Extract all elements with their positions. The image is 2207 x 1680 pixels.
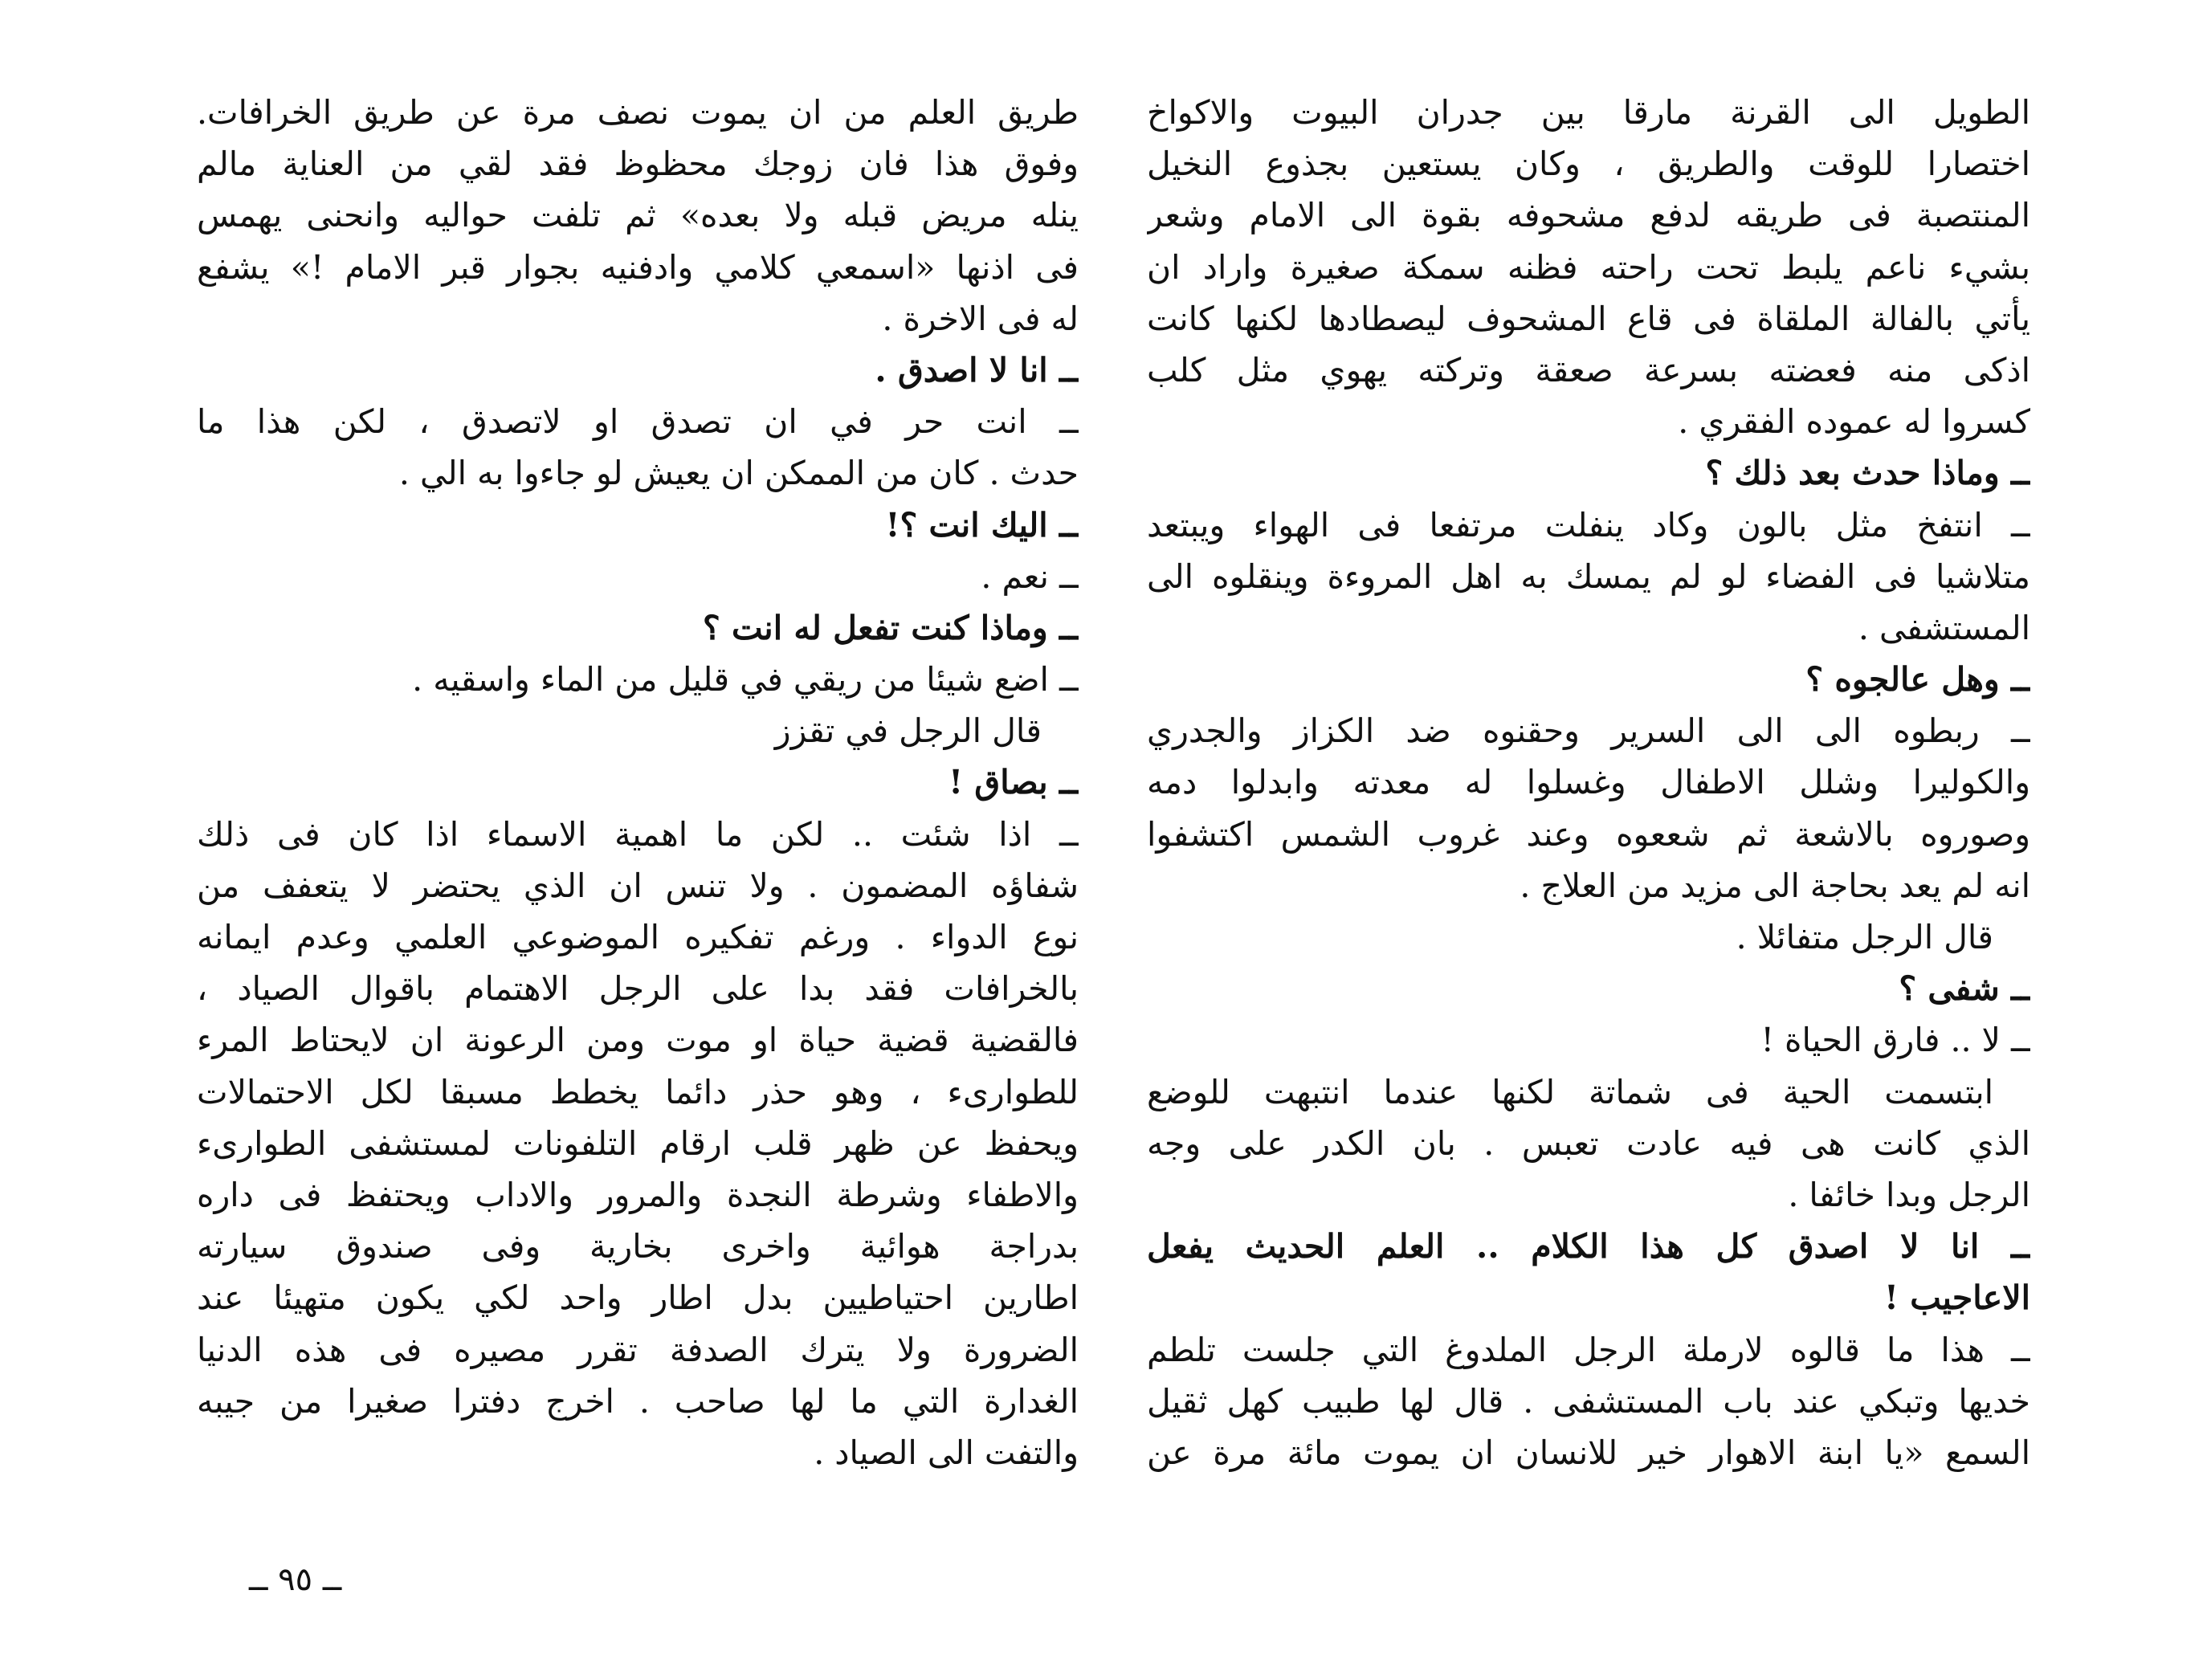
text-line: ــ اليك انت ؟!	[885, 505, 1079, 544]
text-line: ــ هذا ما قالوه لارملة الرجل الملدوغ التي جلست تلطم	[1147, 1330, 2030, 1369]
text-line: ــ شفى ؟	[1899, 969, 2030, 1009]
text-line: الرجل وبدا خائفا .	[1788, 1175, 2030, 1214]
text-line: ــ انت حر في ان تصدق او لاتصدق ، لكن هذا ما	[197, 402, 1079, 442]
text-line: ــ انتفخ مثل بالون وكاد ينفلت مرتفعا فى الهواء ويبتعد	[1147, 505, 2030, 544]
text-line: فى اذنها «اسمعي كلامي وادفنيه بجوار قبر الامام !» يشفع	[197, 247, 1079, 287]
text-line: الطويل الى القرنة مارقا بين جدران البيوت والاكواخ	[1147, 93, 2030, 132]
text-line: للطوارىء ، وهو حذر دائما يخطط مسبقا لكل الاحتمالات	[197, 1072, 1079, 1111]
text-line: بدراجة هوائية واخرى بخارية وفى صندوق سيارته	[197, 1227, 1079, 1266]
page-number: ــ ٩٥ ــ	[249, 1561, 342, 1598]
text-line: بشيء ناعم يلبط تحت راحته فظنه سمكة صغيرة واراد ان	[1147, 247, 2030, 287]
text-line: ــ وماذا حدث بعد ذلك ؟	[1705, 454, 2030, 493]
text-line: كسروا له عموده الفقري .	[1678, 402, 2030, 442]
text-line: طريق العلم من ان يموت نصف مرة عن طريق الخرافات.	[197, 93, 1079, 132]
text-line: ــ اضع شيئا من ريقي في قليل من الماء واسقيه .	[412, 660, 1079, 699]
text-line: والتفت الى الصياد .	[814, 1433, 1079, 1472]
text-line: نوع الدواء . ورغم تفكيره الموضوعي العلمي وعدم ايمانه	[197, 918, 1079, 956]
text-line: بالخرافات فقد بدا على الرجل الاهتمام باقوال الصياد ،	[197, 969, 1079, 1009]
text-line: قال الرجل متفائلا .	[1736, 918, 1993, 956]
text-line: ــ وماذا كنت تفعل له انت ؟	[703, 608, 1079, 647]
text-line: ــ نعم .	[981, 557, 1079, 596]
text-line: اختصارا للوقت والطريق ، وكان يستعين بجذوع النخيل	[1147, 145, 2030, 184]
text-line: له فى الاخرة .	[882, 299, 1079, 338]
text-line: وفوق هذا فان زوجك محظوظ فقد لقي من العناية مالم	[197, 145, 1079, 184]
text-column-right	[1147, 87, 2030, 1478]
text-line: متلاشيا فى الفضاء لو لم يمسك به اهل المروءة وينقلوه الى	[1147, 557, 2030, 596]
text-line: ــ لا .. فارق الحياة !	[1760, 1021, 2030, 1060]
text-line: ــ ربطوه الى الى السرير وحقنوه ضد الكزاز والجدري	[1147, 712, 2030, 751]
text-line: اذكى منه فعضته بسرعة صعقة وتركته يهوي مثل كلب	[1147, 350, 2030, 389]
text-line: ــ وهل عالجوه ؟	[1805, 660, 2030, 699]
text-line: الغدارة التي ما لها صاحب . اخرج دفترا صغيرا من جيبه	[197, 1381, 1079, 1421]
text-line: ويحفظ عن ظهر قلب ارقام التلفونات لمستشفى الطوارىء	[197, 1123, 1079, 1163]
text-line: فالقضية قضية حياة او موت ومن الرعونة ان لايحتاط المرء	[197, 1021, 1079, 1060]
text-line: المستشفى .	[1858, 608, 2030, 647]
text-line: السمع «يا ابنة الاهوار خير للانسان ان يموت مائة مرة عن	[1147, 1433, 2030, 1472]
text-line: الاعاجيب !	[1884, 1278, 2030, 1318]
text-line: ابتسمت الحية فى شماتة لكنها عندما انتبهت للوضع	[1147, 1072, 1993, 1111]
text-line: اطارين احتياطيين بدل اطار واحد لكي يكون متهيئا عند	[197, 1278, 1079, 1318]
text-line: ينله مريض قبله ولا بعده» ثم تلفت حواليه وانحنى يهمس	[197, 196, 1079, 235]
text-line: الذي كانت هى فيه عادت تعبس . بان الكدر على وجه	[1147, 1123, 2030, 1163]
text-line: خديها وتبكي عند باب المستشفى . قال لها طبيب كهل ثقيل	[1147, 1381, 2030, 1421]
text-line: الضرورة ولا يترك الصدفة تقرر مصيره فى هذه الدنيا	[197, 1330, 1079, 1369]
text-line: يأتي بالفالة الملقاة فى قاع المشحوف ليصطادها لكنها كانت	[1147, 299, 2030, 338]
text-line: ــ انا لا اصدق .	[875, 350, 1079, 389]
text-column-left	[197, 87, 1079, 1478]
text-line: قال الرجل في تقزز	[774, 712, 1042, 751]
text-line: والاطفاء وشرطة النجدة والمرور والاداب ويحتفظ فى داره	[197, 1175, 1079, 1214]
text-line: ــ بصاق !	[948, 763, 1079, 802]
text-line: ــ انا لا اصدق كل هذا الكلام .. العلم الحديث يفعل	[1147, 1227, 2030, 1266]
text-line: شفاؤه المضمون . ولا تنس ان الذي يحتضر لا يتعفف من	[197, 866, 1079, 905]
text-line: وصوروه بالاشعة ثم شععوه وعند غروب الشمس اكتشفوا	[1147, 814, 2030, 854]
text-line: المنتصبة فى طريقه لدفع مشحوفه بقوة الى الامام وشعر	[1147, 196, 2030, 235]
text-line: والكوليرا وشلل الاطفال وغسلوا له معدته وابدلوا دمه	[1147, 763, 2030, 802]
text-line: ــ اذا شئت .. لكن ما اهمية الاسماء اذا كان فى ذلك	[197, 814, 1079, 854]
text-line: حدث . كان من الممكن ان يعيش لو جاءوا به الي .	[398, 454, 1079, 493]
text-line: انه لم يعد بحاجة الى مزيد من العلاج .	[1520, 866, 2030, 905]
